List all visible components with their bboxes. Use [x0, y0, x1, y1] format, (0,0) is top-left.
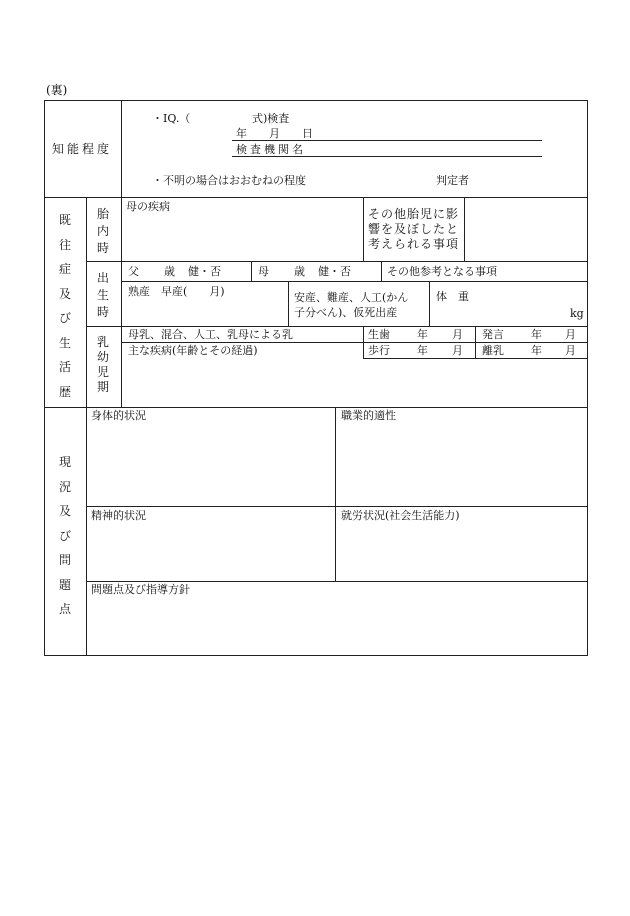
speech-month: 月: [565, 328, 576, 341]
divider: [464, 197, 465, 261]
divider: [44, 197, 588, 198]
other-reference-label: その他参考となる事項: [387, 265, 497, 278]
mother-health-label: 健・否: [318, 265, 351, 278]
problems-guidance-label: 問題点及び指導方針: [91, 583, 190, 596]
delivery-type-label: 安産、難産、人工(かん 子分べん)、仮死出産: [294, 291, 409, 319]
teething-year: 年: [417, 328, 428, 341]
unknown-level-text: ・不明の場合はおおむねの程度: [152, 174, 306, 187]
current-section-label: 現 況 及 び 問 題 点: [58, 455, 71, 616]
judge-label: 判定者: [436, 174, 469, 187]
form-frame: [44, 100, 588, 656]
divider: [121, 342, 588, 343]
teething-month: 月: [452, 328, 463, 341]
divider: [251, 261, 252, 281]
divider: [381, 261, 382, 281]
father-age-label: 歳: [164, 265, 175, 278]
mother-age-label: 歳: [294, 265, 305, 278]
weaning-month: 月: [565, 344, 576, 357]
father-health-label: 健・否: [188, 265, 221, 278]
divider: [121, 281, 588, 282]
divider: [86, 197, 87, 656]
iq-prefix: ・IQ.（: [152, 112, 191, 125]
test-date-label: 年 月 日: [236, 127, 313, 140]
vocational-aptitude-label: 職業的適性: [341, 409, 396, 422]
divider: [335, 407, 336, 581]
term-label: 熟産 早産( 月): [128, 285, 225, 298]
speech-year: 年: [531, 328, 542, 341]
divider: [121, 197, 122, 407]
page-side-label: (裏): [46, 83, 68, 97]
feeding-label: 母乳、混合、人工、乳母による乳: [128, 328, 293, 341]
birth-weight-label: 体 重: [436, 290, 469, 303]
mother-disease-label: 母の疾病: [126, 200, 170, 213]
main-disease-label: 主な疾病(年齢とその経過): [128, 344, 258, 357]
teething-label: 生歯: [368, 328, 390, 341]
divider: [86, 581, 588, 582]
birth-weight-unit: kg: [570, 307, 584, 320]
speech-label: 発言: [482, 328, 504, 341]
divider: [121, 100, 122, 197]
weaning-label: 離乳: [482, 344, 504, 357]
other-fetal-factors-label: その他胎児に影 響を及ぼしたと 考えられる事項: [368, 207, 460, 251]
divider: [363, 197, 364, 261]
fetal-label: 胎 内 時: [96, 207, 109, 255]
divider: [288, 281, 289, 326]
history-section-label: 既 往 症 及 び 生 活 歴: [58, 213, 71, 399]
divider: [86, 326, 588, 327]
divider: [86, 261, 588, 262]
walking-year: 年: [417, 344, 428, 357]
divider: [429, 281, 430, 326]
walking-month: 月: [452, 344, 463, 357]
weaning-year: 年: [531, 344, 542, 357]
intelligence-label: 知能程度: [52, 142, 113, 156]
iq-suffix: 式)検査: [252, 112, 290, 125]
mental-condition-label: 精神的状況: [91, 509, 146, 522]
physical-condition-label: 身体的状況: [91, 409, 146, 422]
divider: [363, 358, 588, 359]
mother-label: 母: [258, 265, 269, 278]
father-label: 父: [128, 265, 139, 278]
birth-label: 出 生 時: [96, 271, 109, 319]
employment-status-label: 就労状況(社会生活能力): [341, 509, 460, 522]
walking-label: 歩行: [368, 344, 390, 357]
infancy-label: 乳 幼 児 期: [96, 335, 109, 394]
divider: [44, 407, 588, 408]
test-date-line[interactable]: [232, 140, 542, 141]
divider: [86, 506, 588, 507]
institution-line[interactable]: [232, 156, 542, 157]
institution-label: 検査機関名: [236, 143, 306, 156]
